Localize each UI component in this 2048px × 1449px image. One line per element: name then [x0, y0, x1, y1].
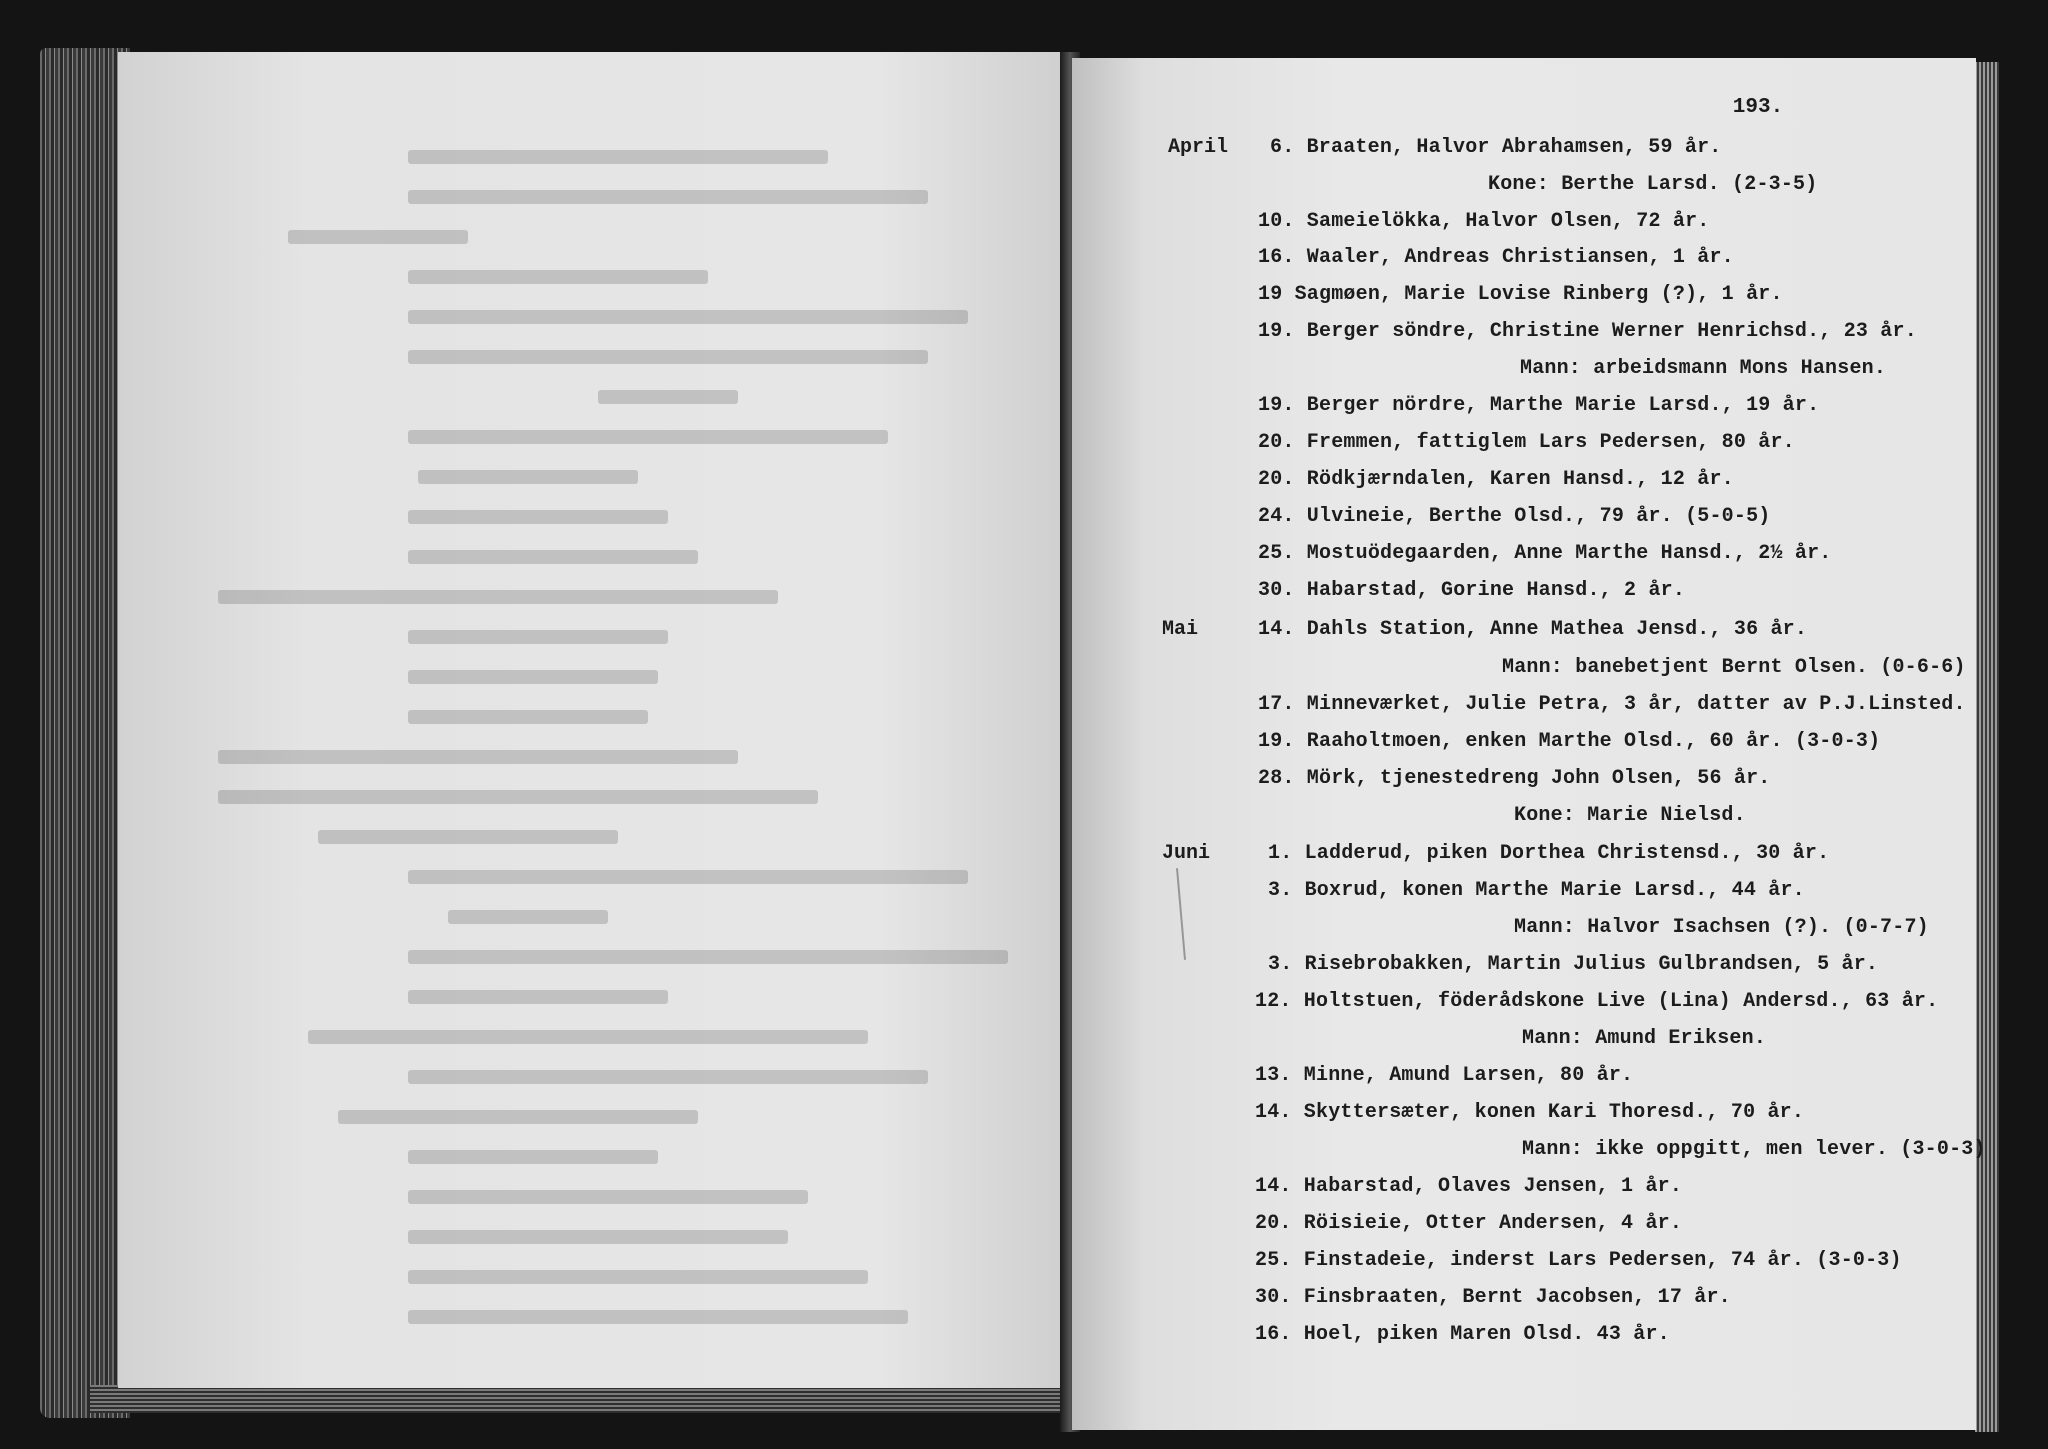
register-entry: 3. Risebrobakken, Martin Julius Gulbrandsen, 5 år.: [1268, 953, 1879, 976]
register-entry-spouse: Mann: Amund Eriksen.: [1522, 1027, 1767, 1050]
month-label-mai: Mai: [1162, 618, 1199, 641]
register-entry-spouse: Kone: Marie Nielsd.: [1514, 804, 1746, 827]
page-number: 193.: [1732, 96, 1784, 119]
book-page-edges-left: [40, 48, 130, 1418]
register-entry: 28. Mörk, tjenestedreng John Olsen, 56 år.: [1258, 767, 1771, 790]
book-page-edges-bottom: [90, 1385, 1070, 1413]
register-entry: 19. Berger söndre, Christine Werner Henrichsd., 23 år.: [1258, 320, 1917, 343]
month-label-juni: Juni: [1162, 842, 1211, 865]
register-entry: 19. Berger nördre, Marthe Marie Larsd., 19 år.: [1258, 394, 1820, 417]
register-entry: 20. Rödkjærndalen, Karen Hansd., 12 år.: [1258, 468, 1734, 491]
register-entry: 14. Habarstad, Olaves Jensen, 1 år.: [1255, 1175, 1683, 1198]
register-entry-spouse: Mann: Halvor Isachsen (?). (0-7-7): [1514, 916, 1929, 939]
register-entry: 6. Braaten, Halvor Abrahamsen, 59 år.: [1270, 136, 1722, 159]
register-entry: 12. Holtstuen, föderådskone Live (Lina) Andersd., 63 år.: [1255, 990, 1939, 1013]
register-entry: 13. Minne, Amund Larsen, 80 år.: [1255, 1064, 1634, 1087]
register-entry: 30. Habarstad, Gorine Hansd., 2 år.: [1258, 579, 1686, 602]
register-entry: 20. Fremmen, fattiglem Lars Pedersen, 80 år.: [1258, 431, 1795, 454]
left-page: [118, 52, 1066, 1388]
register-entry: 30. Finsbraaten, Bernt Jacobsen, 17 år.: [1255, 1286, 1731, 1309]
register-entry: 19 Sagmøen, Marie Lovise Rinberg (?), 1 år.: [1258, 283, 1783, 306]
register-entry: 19. Raaholtmoen, enken Marthe Olsd., 60 år. (3-0-3): [1258, 730, 1881, 753]
register-entry: 14. Dahls Station, Anne Mathea Jensd., 36 år.: [1258, 618, 1808, 641]
register-entry-spouse: Mann: banebetjent Bernt Olsen. (0-6-6): [1502, 656, 1966, 679]
register-entry: 10. Sameielökka, Halvor Olsen, 72 år.: [1258, 210, 1710, 233]
book-page-edges-right: [1975, 62, 1999, 1432]
register-entry: 20. Röisieie, Otter Andersen, 4 år.: [1255, 1212, 1683, 1235]
month-label-april: April: [1168, 136, 1229, 159]
bleed-through-text: [118, 52, 1066, 1388]
register-entry-spouse: Kone: Berthe Larsd. (2-3-5): [1488, 173, 1818, 196]
register-entry: 25. Finstadeie, inderst Lars Pedersen, 74 år. (3-0-3): [1255, 1249, 1902, 1272]
register-entry-spouse: Mann: arbeidsmann Mons Hansen.: [1520, 357, 1887, 380]
register-entry-spouse: Mann: ikke oppgitt, men lever. (3-0-3): [1522, 1138, 1986, 1161]
register-entry: 16. Hoel, piken Maren Olsd. 43 år.: [1255, 1323, 1670, 1346]
register-entry: 24. Ulvineie, Berthe Olsd., 79 år. (5-0-5): [1258, 505, 1771, 528]
register-entry: 16. Waaler, Andreas Christiansen, 1 år.: [1258, 246, 1734, 269]
register-entry: 14. Skyttersæter, konen Kari Thoresd., 70 år.: [1255, 1101, 1805, 1124]
register-entry: 1. Ladderud, piken Dorthea Christensd., 30 år.: [1268, 842, 1830, 865]
register-entry: 17. Minneværket, Julie Petra, 3 år, datter av P.J.Linsted.: [1258, 693, 1966, 716]
register-entry: 25. Mostuödegaarden, Anne Marthe Hansd., 2½ år.: [1258, 542, 1832, 565]
register-entry: 3. Boxrud, konen Marthe Marie Larsd., 44 år.: [1268, 879, 1805, 902]
